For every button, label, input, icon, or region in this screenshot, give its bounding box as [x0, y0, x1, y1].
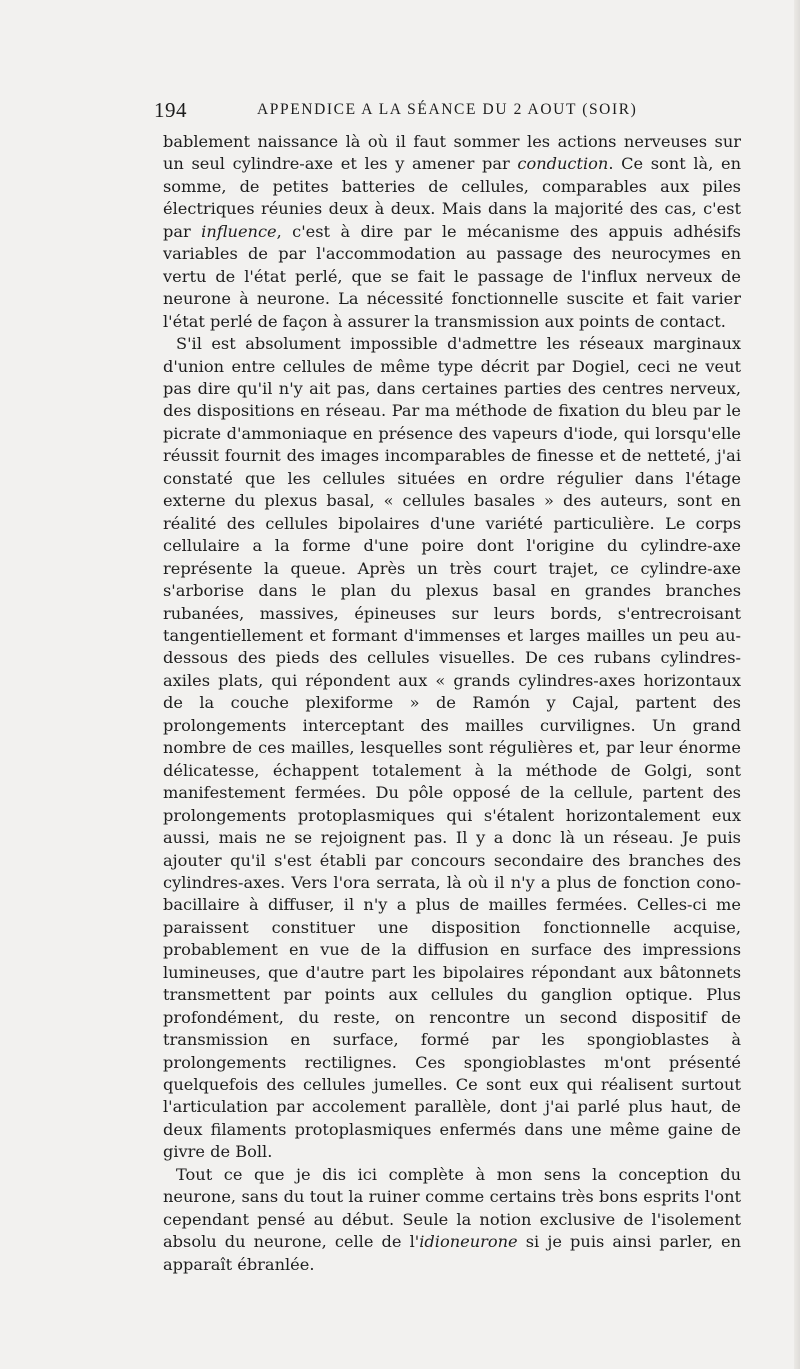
text-segment: si je puis ainsi parler, en apparaît ébranlée. — [163, 1232, 741, 1274]
paragraph-3 — [163, 1164, 741, 1276]
text-segment: bablement naissance là où il faut sommer les actions nerveuses sur un seul cylindre-axe et les y amener par — [163, 132, 741, 174]
running-head: APPENDICE A LA SÉANCE DU 2 AOUT (SOIR) — [257, 101, 638, 118]
italic-term-conduction: conduction — [517, 154, 609, 174]
paragraph-2 — [163, 333, 741, 1164]
page-edge — [794, 0, 800, 1369]
body-text — [163, 131, 741, 1276]
page-header — [154, 98, 740, 126]
text-segment: , c'est à dire par le mécanisme des appuis adhésifs variables de par l'accommodation au passage des neurocymes en vertu de l'état perlé, que se fait le passage de l'influx nerveux de neurone à neurone. La nécessité fonctionnelle suscite et fait varier l'état perlé de façon à assurer la transmission aux points de contact. — [163, 221, 741, 331]
text-segment: . Ce sont là, en somme, de petites batteries de cellules, comparables aux piles électriques réunies deux à deux. Mais dans la majorité des cas, c'est par — [163, 154, 742, 241]
italic-term-idioneurone: idioneurone — [419, 1232, 518, 1252]
text-segment: S'il est absolument impossible d'admettre les réseaux marginaux d'union entre cellules de même type décrit par Dogiel, ceci ne veut pas dire qu'il n'y ait pas, dans certaines parties des centres nerveux, des dispositions en réseau. Par ma méthode de fixation du bleu par le picrate d'ammoniaque en présence des vapeurs d'iode, qui lorsqu'elle réussit fournit des images incomparables de finesse et de netteté, j'ai constaté que les cellules situées en ordre régulier dans l'étage externe du plexus basal, « cellules basales » des auteurs, sont en réalité des cellules bipolaires d'une variété particulière. Le corps cellulaire a la forme d'une poire dont l'origine du cylindre-axe représente la queue. Après un très court trajet, ce cylindre-axe s'arborise dans le plan du plexus basal en grandes branches rubanées, massives, épineuses sur leurs bords, s'entrecroisant tangentiellement et formant d'immenses et larges mailles un peu au-dessous des pieds des cellules visuelles. De ces rubans cylindres-axiles plats, qui répondent aux « grands cylindres-axes horizontaux de la couche plexiforme » de Ramón y Cajal, partent des prolongements interceptant des mailles curvilignes. Un grand nombre de ces mailles, lesquelles sont régulières et, par leur énorme délicatesse, échappent totalement à la méthode de Golgi, sont manifestement fermées. Du pôle opposé de la cellule, partent des prolongements protoplasmiques qui s'étalent horizontalement eux aussi, mais ne se rejoignent pas. Il y a donc là un réseau. Je puis ajouter qu'il s'est établi par concours secondaire des branches des cylindres-axes. Vers l'ora serrata, là où il n'y a plus de fonction cono-bacillaire à diffuser, il n'y a plus de mailles fermées. Celles-ci me paraissent constituer une disposition fonctionnelle acquise, probablement en vue de la diffusion en surface des impressions lumineuses, que d'autre part les bipolaires répondant aux bâtonnets transmettent par points aux cellules du ganglion optique. Plus profondément, du reste, on rencontre un second dispositif de transmission en surface, formé par les spongioblastes à prolongements rectilignes. Ces spongioblastes m'ont présenté quelquefois des cellules jumelles. Ce sont eux qui réalisent surtout l'articulation par accolement parallèle, dont j'ai parlé plus haut, de deux filaments protoplasmiques enfermés dans une même gaine de givre de Boll. — [163, 334, 741, 1162]
paragraph-1 — [163, 131, 741, 333]
italic-term-influence: influence — [201, 221, 277, 241]
text-segment: Tout ce que je dis ici complète à mon sens la conception du neurone, sans du tout la ruiner comme certains très bons esprits l'ont cependant pensé au début. Seule la notion exclusive de l'isolement absolu du neurone, celle de l' — [163, 1164, 741, 1252]
page-number: 194 — [154, 98, 187, 122]
